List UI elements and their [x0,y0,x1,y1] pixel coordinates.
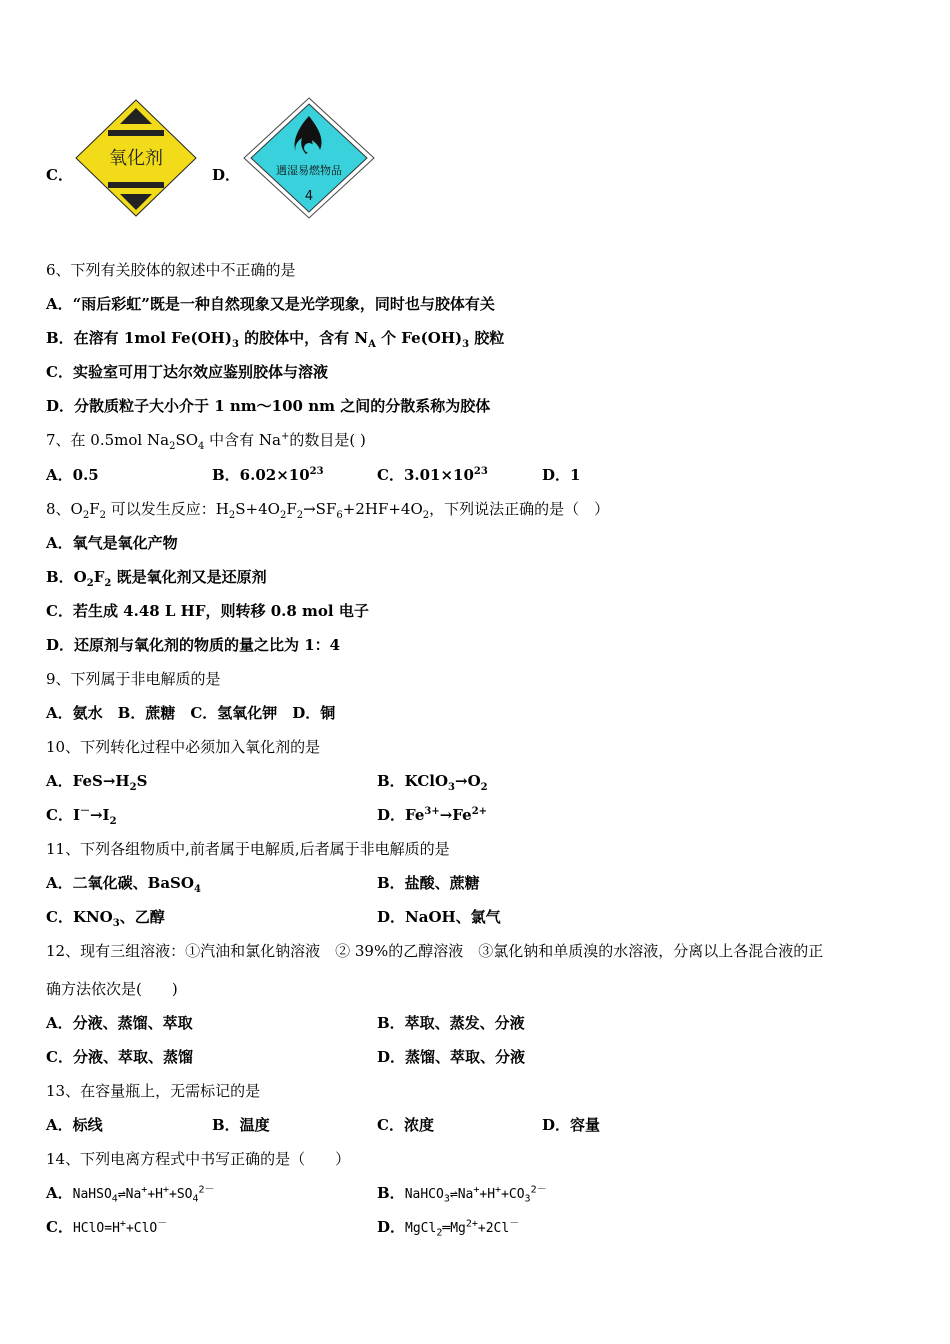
q9-options: A．氨水 B．蔗糖 C．氢氧化钾 D．铜 [46,704,336,722]
q14-stem: 14、下列电离方程式中书写正确的是（ ） [46,1150,351,1168]
q7-option-a: A．0.5 [46,466,99,484]
water-reactive-sign-text: 遇湿易燃物品 [276,164,342,177]
q13-option-b: B．温度 [212,1116,270,1134]
q13-option-d: D．容量 [542,1116,601,1134]
q14-option-b: B．$NaHCO_3\rightleftharpoons Na^++H^++CO_3^{2-}$ [377,1184,547,1205]
q10-stem: 10、下列转化过程中必须加入氧化剂的是 [46,738,321,756]
q12-option-d: D．蒸馏、萃取、分液 [377,1048,526,1066]
q13-option-a: A．标线 [46,1116,103,1134]
q14-option-a: A．$NaHSO_4\rightleftharpoons Na^++H^++SO_4^{2-}$ [46,1184,215,1205]
q11-option-b: B．盐酸、蔗糖 [377,874,480,892]
q7-option-d: D．1 [542,466,581,484]
q11-option-c: C．$KNO_3$、乙醇 [46,908,165,929]
q10-option-d: D．$Fe^{3+}\to Fe^{2+}$ [377,806,488,824]
q14-option-c: C．HClO=H++ClO－ [46,1218,168,1236]
q8-stem: 8、$O_2F_2$ 可以发生反应：$H_2S+4O_2F_2\to SF_6+2HF+4O_2$，下列说法正确的是（ ） [46,500,610,521]
q11-option-d: D．NaOH、氯气 [377,908,501,926]
q9-stem: 9、下列属于非电解质的是 [46,670,221,688]
q10-option-c: C．$I^-\to I_2$ [46,806,117,827]
q14-option-d: D．$MgCl_2═Mg^{2+}+2Cl^-$ [377,1218,520,1239]
option-c-label: C． [46,166,73,184]
water-reactive-sign-icon [242,96,376,220]
q12-option-a: A．分液、蒸馏、萃取 [46,1014,193,1032]
q12-stem-line2: 确方法依次是( ) [46,980,178,998]
q11-option-a: A．二氧化碳、BaSO$_4$ [46,874,201,895]
option-d-label: D． [212,166,241,184]
q10-option-b: B．$KClO_3\to O_2$ [377,772,488,793]
q7-option-b: B．$6.02\times 10^{23}$ [212,466,324,484]
q6-stem: 6、下列有关胶体的叙述中不正确的是 [46,261,296,279]
hazard-signs [46,96,426,222]
q13-stem: 13、在容量瓶上，无需标记的是 [46,1082,261,1100]
q6-option-b: B．在溶有 1mol $Fe(OH)_3$ 的胶体中，含有 $N_A$ 个 $Fe(OH)_3$ 胶粒 [46,329,505,350]
q6-option-d: D．分散质粒子大小介于 1 nm～100 nm 之间的分散系称为胶体 [46,397,491,415]
q6-option-c: C．实验室可用丁达尔效应鉴别胶体与溶液 [46,363,328,381]
q8-option-a: A．氧气是氧化产物 [46,534,178,552]
q12-option-c: C．分液、萃取、蒸馏 [46,1048,193,1066]
water-reactive-sign-number: 4 [304,189,314,204]
q6-option-a: A．“雨后彩虹”既是一种自然现象又是光学现象，同时也与胶体有关 [46,295,495,313]
q8-option-b: B．$O_2F_2$ 既是氧化剂又是还原剂 [46,568,267,589]
oxidizer-sign-text: 氧化剂 [109,148,163,169]
q8-option-d: D．还原剂与氧化剂的物质的量之比为 1：4 [46,636,341,654]
q10-option-a: A．$FeS\to H_2S$ [46,772,148,793]
oxidizer-sign-icon [74,98,198,218]
q7-option-c: C．$3.01\times 10^{23}$ [377,466,488,484]
q12-option-b: B．萃取、蒸发、分液 [377,1014,525,1032]
q8-option-c: C．若生成 4.48 L HF，则转移 0.8 mol 电子 [46,602,369,620]
q13-option-c: C．浓度 [377,1116,434,1134]
q7-stem: 7、在 0.5mol $Na_2SO_4$ 中含有 Na+的数目是( ) [46,431,366,452]
q11-stem: 11、下列各组物质中,前者属于电解质,后者属于非电解质的是 [46,840,450,858]
q12-stem-line1: 12、现有三组溶液：①汽油和氯化钠溶液 ② 39%的乙醇溶液 ③氯化钠和单质溴的水溶液，分离以上各混合液的正 [46,942,824,960]
